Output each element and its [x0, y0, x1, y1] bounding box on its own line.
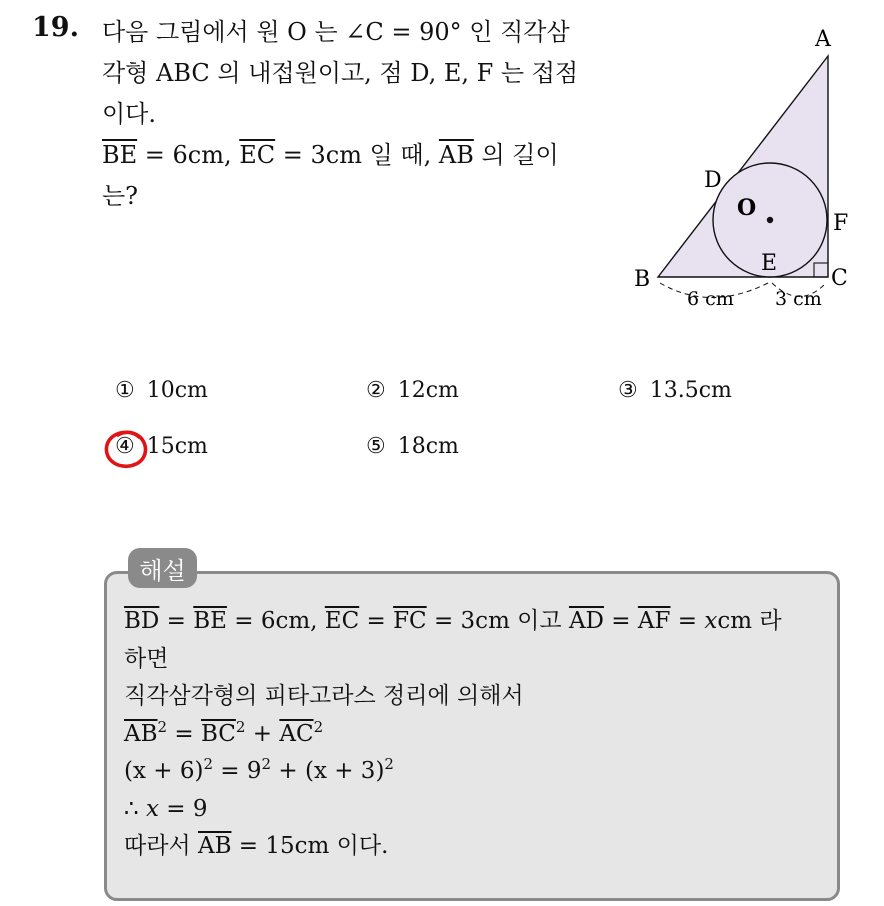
- label-b: B: [634, 267, 651, 292]
- length-ec: 3 cm: [775, 288, 822, 310]
- choice-text: 12cm: [397, 378, 459, 403]
- choice-number: ⑤: [366, 434, 386, 459]
- segment-be: $\overline{BE}$: [193, 608, 227, 634]
- segment-ab: $\overline{AB}$: [438, 141, 474, 169]
- segment-ad: $\overline{AD}$: [568, 608, 604, 634]
- question-text: [102, 12, 612, 217]
- answer-circle-mark: [103, 428, 151, 472]
- therefore-symbol: ∴: [124, 795, 146, 822]
- choice-2[interactable]: [366, 378, 459, 403]
- segment-ec: $\overline{EC}$: [239, 141, 276, 169]
- exponent: 2: [235, 717, 246, 736]
- segment-bd: $\overline{BD}$: [124, 608, 160, 634]
- label-f: F: [833, 211, 849, 236]
- segment-ab: $\overline{AB}$: [124, 720, 158, 747]
- choice-text: 13.5cm: [649, 378, 732, 403]
- segment-ab: $\overline{AB}$: [197, 833, 232, 859]
- exponent: 2: [313, 717, 324, 736]
- segment-bc: $\overline{BC}$: [200, 720, 236, 747]
- question-text-part: = 3cm 일 때,: [275, 141, 439, 169]
- question-line-2: 각형 ABC 의 내접원이고, 점 D, E, F 는 접점: [102, 59, 579, 87]
- solution-line-4: $\overline{AB}^2 = \overline{BC}^2 + \overline{AC}^2$: [124, 717, 324, 747]
- length-be: 6 cm: [687, 288, 734, 310]
- segment-af: $\overline{AF}$: [637, 608, 671, 634]
- segment-ec: $\overline{EC}$: [324, 608, 360, 634]
- variable-x: x: [704, 608, 718, 634]
- label-o: O: [737, 195, 757, 221]
- choice-text: 10cm: [146, 378, 208, 403]
- choice-number: ②: [366, 378, 386, 403]
- question-line-4: [102, 135, 612, 176]
- choice-3[interactable]: [618, 378, 732, 403]
- solution-line-1: $\overline{BD} = \overline{BE} = 6cm$, $\overline{EC} = \overline{FC} = 3cm$ 이고 $\overline{AD} = \overline{AF}$ = xcm 라: [124, 608, 782, 634]
- choice-1[interactable]: [115, 378, 208, 403]
- variable-x: x: [145, 795, 159, 822]
- label-e: E: [761, 251, 778, 276]
- solution-text-part: = 6cm,: [226, 608, 325, 634]
- choice-number: ④: [115, 434, 135, 459]
- solution-text-part: = 15cm 이다.: [231, 833, 389, 859]
- solution-tab: 해설: [128, 548, 197, 588]
- question-line-3: 이다.: [102, 100, 156, 128]
- solution-line-2: 하면: [124, 645, 169, 672]
- choice-text: 15cm: [146, 434, 208, 459]
- equation-left: (x + 6): [124, 758, 204, 784]
- solution-line-5: [124, 753, 824, 791]
- question-number: 19.: [32, 12, 79, 43]
- label-a: A: [815, 27, 831, 52]
- exponent: 2: [157, 717, 168, 736]
- solution-text-part: cm 라: [717, 608, 782, 634]
- segment-be: $\overline{BE}$: [102, 141, 138, 169]
- exponent: 2: [261, 755, 272, 773]
- label-c: C: [831, 266, 848, 291]
- question-line-1: 다음 그림에서 원 O 는 ∠C = 90° 인 직각삼: [102, 18, 570, 46]
- solution-text-part: 따라서: [124, 833, 198, 859]
- segment-ac: $\overline{AC}$: [279, 720, 314, 747]
- center-dot: [767, 217, 773, 223]
- solution-text-part: = 3cm 이고: [426, 608, 569, 634]
- question-text-part: = 6cm,: [137, 141, 240, 169]
- solution-text: [124, 603, 824, 866]
- question-line-5: 는?: [102, 182, 139, 210]
- question-text-part: 의 길이: [473, 141, 559, 169]
- solution-line-6: [124, 791, 824, 829]
- solution-line-3: 직각삼각형의 피타고라스 정리에 의해서: [124, 683, 524, 709]
- segment-fc: $\overline{FC}$: [393, 608, 427, 634]
- solution-line-7: [124, 828, 824, 866]
- choice-number: ①: [115, 378, 135, 403]
- triangle-figure: [620, 20, 865, 320]
- choice-5[interactable]: [366, 434, 459, 459]
- choice-number: ③: [618, 378, 638, 403]
- equation-mid: = 9: [213, 758, 262, 784]
- solution-text-part: = 9: [158, 795, 208, 822]
- exponent: 2: [384, 755, 394, 773]
- exponent: 2: [203, 755, 213, 773]
- equation-right: + (x + 3): [271, 758, 385, 784]
- choice-text: 18cm: [397, 434, 459, 459]
- label-d: D: [704, 168, 722, 193]
